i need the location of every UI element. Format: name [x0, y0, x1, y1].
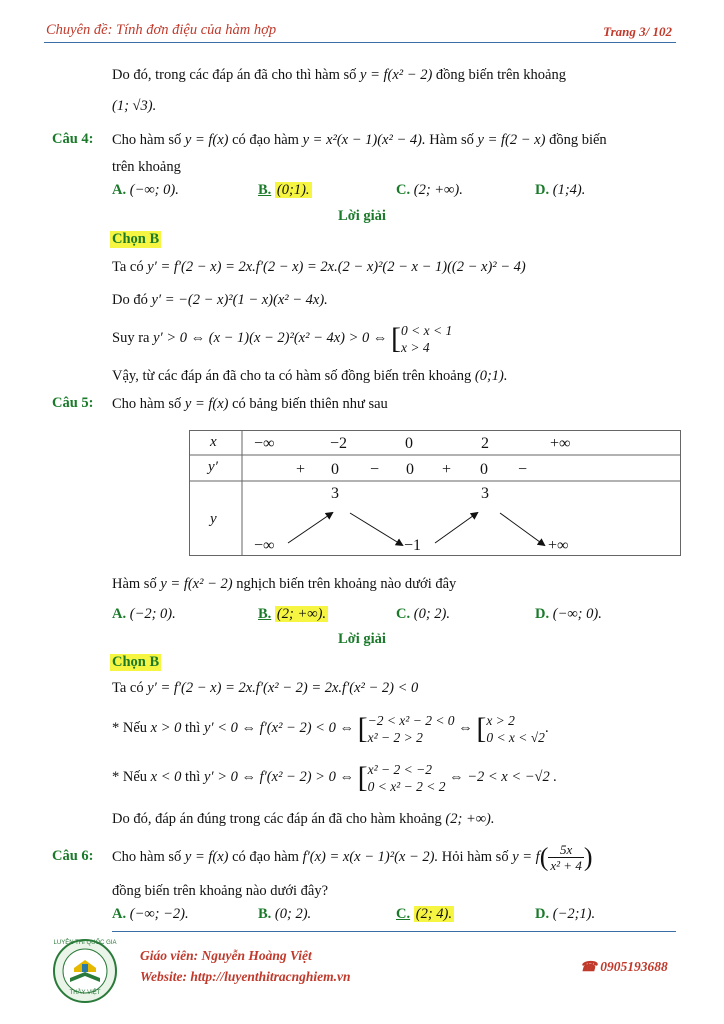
- q5-case-1: * Nếu x > 0 thì y′ < 0 ⇔ f′(x² − 2) < 0 ⇔ [−2 < x² − 2 < 0 x² − 2 > 2 ⇔ [x > 2 0 < x < √2.: [112, 711, 549, 745]
- q5-solution-line-1: Ta có y′ = f′(2 − x) = 2x.f′(x² − 2) = 2x.f′(x² − 2) < 0: [112, 680, 419, 696]
- intro-interval: (1; √3).: [112, 98, 157, 114]
- q5-option-a[interactable]: A. (−2; 0).: [112, 606, 176, 622]
- arrow-up-2: [435, 513, 477, 543]
- intro-math: y = f(x² − 2): [360, 67, 433, 83]
- logo: [52, 938, 118, 1004]
- table-yp-label: y′: [208, 459, 218, 475]
- question-4-label: Câu 4:: [52, 131, 94, 147]
- question-5-question: Hàm số y = f(x² − 2) nghịch biến trên khoảng nào dưới đây: [112, 576, 457, 592]
- question-6-stem: Cho hàm số y = f(x) có đạo hàm f′(x) = x(x − 1)²(x − 2). Hỏi hàm số $y = f(\frac{5x}{\text{x² + 4}})$: [112, 842, 593, 874]
- table-y-label: y: [210, 511, 217, 527]
- footer-teacher: Giáo viên: Nguyễn Hoàng Việt: [140, 948, 312, 963]
- question-4-stem: Cho hàm số y = f(x) có đạo hàm y = x²(x − 1)(x² − 4). Hàm số y = f(2 − x) đồng biến: [112, 132, 607, 148]
- table-yp-value: −: [370, 461, 380, 478]
- arrow-up-1: [288, 513, 332, 543]
- arrow-down-1: [350, 513, 402, 545]
- table-x-value: −2: [330, 435, 348, 452]
- q6-option-d[interactable]: D. (−2;1).: [535, 906, 596, 922]
- question-5-label: Câu 5:: [52, 395, 94, 411]
- logo-text-bottom: THẦY VIỆT: [69, 990, 101, 996]
- footer-website[interactable]: Website: http://luyenthitracnghiem.vn: [140, 969, 351, 984]
- q4-conclusion: Vậy, từ các đáp án đã cho ta có hàm số đồng biến trên khoảng (0;1).: [112, 368, 508, 384]
- intro-text: Do đó, trong các đáp án đã cho thì hàm số: [112, 67, 357, 83]
- footer-phone: ☎ 0905193688: [580, 959, 668, 974]
- q5-option-d[interactable]: D. (−∞; 0).: [535, 606, 602, 622]
- q4-solution-line-3: Suy ra y′ > 0 ⇔ (x − 1)(x − 2)²(x² − 4x) > 0 ⇔ [0 < x < 1 x > 4: [112, 321, 453, 355]
- table-y-min: −∞: [254, 537, 275, 554]
- phone-icon: ☎: [580, 959, 597, 974]
- table-yp-value: 0: [406, 461, 414, 478]
- fraction: $\frac{5x}{\text{x² + 4}}$: [550, 842, 582, 874]
- q4-option-a[interactable]: A. (−∞; 0).: [112, 182, 179, 198]
- q4-option-c[interactable]: C. (2; +∞).: [396, 182, 463, 198]
- q5-chosen-answer: Chọn B: [112, 654, 160, 670]
- page-number: Trang 3/ 102: [603, 24, 672, 39]
- q4-option-d[interactable]: D. (1;4).: [535, 182, 586, 198]
- intro-line: [112, 66, 566, 84]
- table-yp-value: +: [296, 461, 306, 478]
- question-6-label: Câu 6:: [52, 848, 94, 864]
- intro-text-2: đồng biến trên khoảng: [435, 67, 566, 83]
- header-title: Chuyên đề: Tính đơn điệu của hàm hợp: [46, 22, 277, 38]
- table-yp-value: −: [518, 461, 528, 478]
- question-6-stem-2: đồng biến trên khoảng nào dưới đây?: [112, 883, 329, 899]
- footer-divider: [112, 931, 676, 932]
- question-4-stem-2: trên khoảng: [112, 159, 181, 175]
- q5-option-b[interactable]: B. (2; +∞).: [258, 606, 327, 622]
- table-yp-value: +: [442, 461, 452, 478]
- table-yp-value: 0: [480, 461, 488, 478]
- q5-solution-title: Lời giải: [338, 631, 386, 647]
- question-5-stem: Cho hàm số y = f(x) có bảng biến thiên như sau: [112, 396, 388, 412]
- table-x-value: −∞: [254, 435, 275, 452]
- table-yp-value: 0: [331, 461, 339, 478]
- table-x-value: 0: [405, 435, 413, 452]
- arrow-down-2: [500, 513, 544, 545]
- q4-option-b[interactable]: B. (0;1).: [258, 182, 310, 198]
- table-y-min: −1: [404, 537, 422, 554]
- q4-solution-line-1: Ta có y′ = f′(2 − x) = 2x.f′(2 − x) = 2x.(2 − x)²(2 − x − 1)((2 − x)² − 4): [112, 259, 526, 275]
- q4-solution-title: Lời giải: [338, 208, 386, 224]
- q6-option-b[interactable]: B. (0; 2).: [258, 906, 312, 922]
- table-y-max: 3: [481, 485, 489, 502]
- variation-table: [189, 430, 681, 556]
- q4-solution-line-2: Do đó y′ = −(2 − x)²(1 − x)(x² − 4x).: [112, 292, 328, 308]
- q5-option-c[interactable]: C. (0; 2).: [396, 606, 450, 622]
- q6-option-a[interactable]: A. (−∞; −2).: [112, 906, 189, 922]
- table-x-value: +∞: [550, 435, 571, 452]
- logo-text-top: LUYỆN THI QUỐC GIA: [53, 940, 117, 946]
- header-divider: [44, 42, 676, 43]
- q5-conclusion: Do đó, đáp án đúng trong các đáp án đã cho hàm khoảng (2; +∞).: [112, 811, 495, 827]
- q6-option-c[interactable]: C. (2; 4).: [396, 906, 452, 922]
- table-x-label: x: [210, 434, 217, 450]
- table-y-max: 3: [331, 485, 339, 502]
- table-x-value: 2: [481, 435, 489, 452]
- q5-case-2: * Nếu x < 0 thì y′ > 0 ⇔ f′(x² − 2) > 0 ⇔ [x² − 2 < −2 0 < x² − 2 < 2 ⇔ −2 < x < −√2 .: [112, 760, 557, 794]
- q4-chosen-answer: Chọn B: [112, 231, 160, 247]
- table-y-min: +∞: [548, 537, 569, 554]
